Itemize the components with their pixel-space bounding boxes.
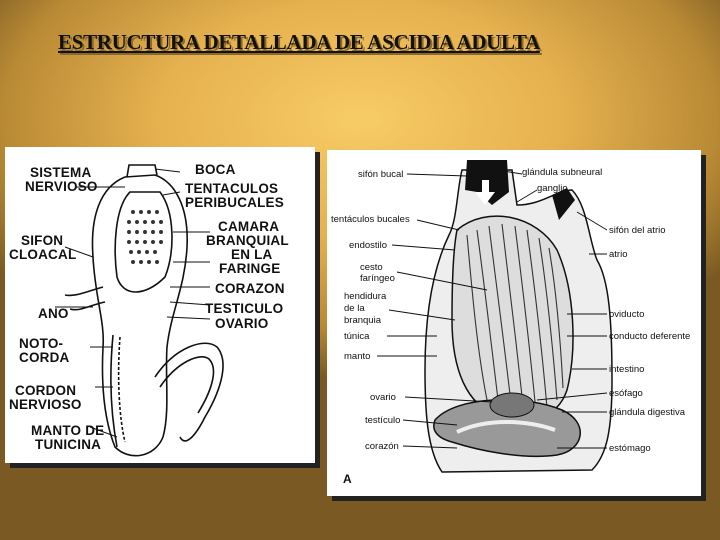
label-noto: NOTO- <box>19 336 64 351</box>
label-endostilo: endostilo <box>349 240 388 251</box>
label-tunica: túnica <box>344 331 370 342</box>
label-nervioso-2: NERVIOSO <box>9 397 82 412</box>
label-sifon-atrio: sifón del atrio <box>609 225 666 236</box>
label-peribucales: PERIBUCALES <box>185 195 284 210</box>
ascidian-detailed-diagram <box>327 150 701 496</box>
label-faringe: FARINGE <box>219 261 281 276</box>
label-corazon: corazón <box>365 441 399 452</box>
label-cordon: CORDON <box>15 383 77 398</box>
label-boca: BOCA <box>195 162 236 177</box>
label-testiculo: TESTICULO <box>205 301 284 316</box>
label-sifon: SIFON <box>21 233 64 248</box>
label-manto: manto <box>344 351 371 362</box>
label-de-la: de la <box>344 303 365 314</box>
label-manto-de: MANTO DE <box>31 423 105 438</box>
label-corazon: CORAZON <box>215 281 285 296</box>
label-ganglio: ganglio <box>537 183 568 194</box>
label-glandula-subneural: glándula subneural <box>522 167 603 178</box>
label-ovario: ovario <box>370 392 396 403</box>
label-branquial: BRANQUIAL <box>206 233 289 248</box>
page-title: ESTRUCTURA DETALLADA DE ASCIDIA ADULTA <box>58 30 540 54</box>
label-sifon-bucal: sifón bucal <box>358 169 404 180</box>
ascidian-simple-diagram <box>5 147 315 463</box>
label-esofago: esófago <box>609 388 643 399</box>
label-en-la: EN LA <box>231 247 273 262</box>
label-ovario: OVARIO <box>215 316 269 331</box>
label-corda: CORDA <box>19 350 70 365</box>
label-tentaculos: TENTACULOS <box>185 181 279 196</box>
label-testiculo: testículo <box>365 415 401 426</box>
label-oviducto: oviducto <box>609 309 645 320</box>
label-estomago: estómago <box>609 443 651 454</box>
label-cloacal: CLOACAL <box>9 247 77 262</box>
label-cesto: cesto <box>360 262 383 273</box>
label-faringeo: faríngeo <box>360 273 395 284</box>
label-ano: ANO <box>38 306 69 321</box>
label-tentaculos-bucales: tentáculos bucales <box>331 214 410 225</box>
label-letter-a: A <box>343 472 352 486</box>
label-glandula-digestiva: glándula digestiva <box>609 407 686 418</box>
label-nervioso: NERVIOSO <box>25 179 98 194</box>
label-atrio: atrio <box>609 249 628 260</box>
label-branquia: branquia <box>344 315 381 326</box>
label-intestino: intestino <box>609 364 645 375</box>
label-tunicina: TUNICINA <box>35 437 102 452</box>
label-camara: CAMARA <box>218 219 280 234</box>
label-hendidura: hendidura <box>344 291 387 302</box>
label-sistema: SISTEMA <box>30 165 92 180</box>
label-conducto-deferente: conducto deferente <box>609 331 691 342</box>
